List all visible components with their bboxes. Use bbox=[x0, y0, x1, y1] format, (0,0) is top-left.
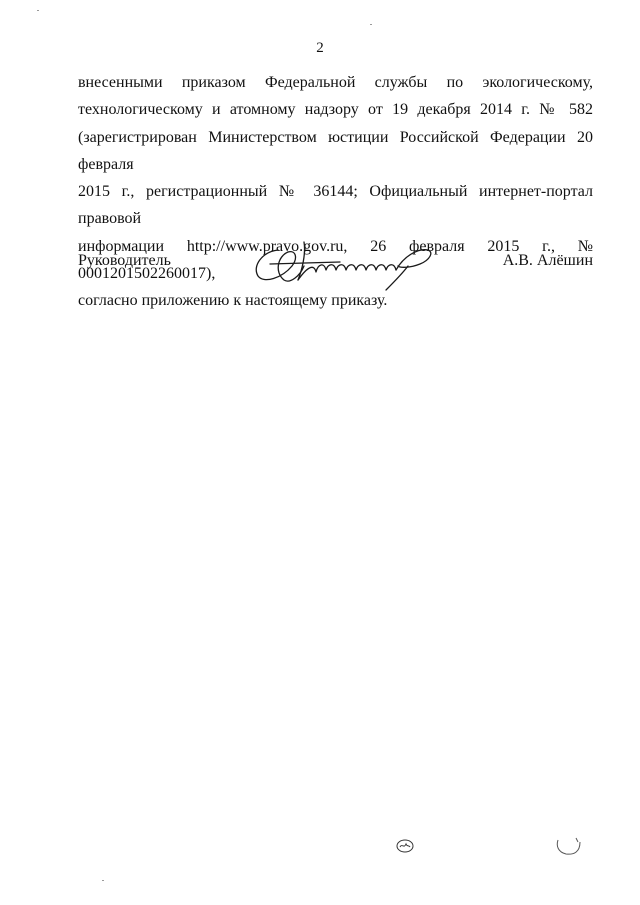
body-line-6: согласно приложению к настоящему приказу. bbox=[78, 292, 388, 310]
page-number: 2 bbox=[316, 40, 324, 56]
scan-speck bbox=[102, 880, 104, 881]
body-line-5: информации http://www.pravo.gov.ru, 26 февраля 2015 г., № 0001201502260017), bbox=[78, 237, 593, 283]
body-line-1: внесенными приказом Федеральной службы по экологическому, bbox=[78, 74, 593, 91]
signer-position: Руководитель bbox=[78, 252, 171, 269]
body-line-4: 2015 г., регистрационный № 36144; Официальный интернет-портал правовой bbox=[78, 183, 593, 228]
signer-name: А.В. Алёшин bbox=[502, 252, 593, 269]
handwritten-signature-icon bbox=[248, 236, 438, 292]
scan-mark-icon bbox=[552, 836, 584, 858]
scan-speck bbox=[37, 10, 39, 11]
body-line-3: (зарегистрирован Министерством юстиции Российской Федерации 20 февраля bbox=[78, 128, 593, 173]
stamp-icon bbox=[395, 838, 415, 854]
body-line-2: технологическому и атомному надзору от 19 декабря 2014 г. № 582 bbox=[78, 101, 593, 119]
scan-speck bbox=[370, 24, 372, 25]
